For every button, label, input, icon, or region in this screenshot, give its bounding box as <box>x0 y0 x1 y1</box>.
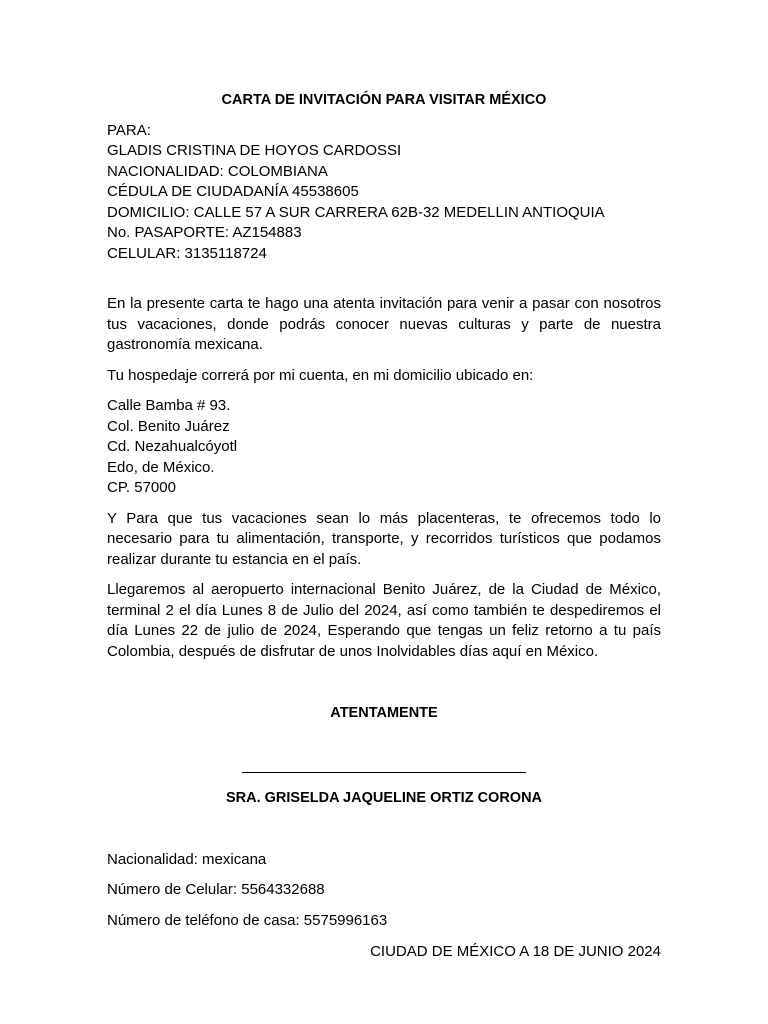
recipient-address: DOMICILIO: CALLE 57 A SUR CARRERA 62B-32 MEDELLIN ANTIOQUIA <box>107 203 605 221</box>
closing-atentamente: ATENTAMENTE <box>330 705 438 721</box>
letter-body <box>107 90 661 724</box>
recipient-id: CÉDULA DE CIUDADANÍA 45538605 <box>107 183 359 200</box>
host-address-block <box>107 396 661 499</box>
host-address-line: Edo, de México. <box>107 458 215 476</box>
letter-title: CARTA DE INVITACIÓN PARA VISITAR MÉXICO <box>221 92 547 108</box>
signer-name: SRA. GRISELDA JAQUELINE ORTIZ CORONA <box>225 790 543 806</box>
recipient-passport: No. PASAPORTE: AZ154883 <box>107 224 302 241</box>
signer-nationality: Nacionalidad: mexicana <box>107 851 267 868</box>
recipient-name: GLADIS CRISTINA DE HOYOS CARDOSSI <box>107 142 402 159</box>
place-date: CIUDAD DE MÉXICO A 18 DE JUNIO 2024 <box>370 943 661 960</box>
paragraph-lodging: Tu hospedaje correrá por mi cuenta, en mi domicilio ubicado en: <box>107 366 534 384</box>
host-address-line: Col. Benito Juárez <box>107 417 230 435</box>
recipient-phone: CELULAR: 3135118724 <box>107 244 267 262</box>
host-address-line: CP. 57000 <box>107 479 176 496</box>
recipient-para-label: PARA: <box>107 121 151 139</box>
signer-cell: Número de Celular: 5564332688 <box>107 881 325 898</box>
recipient-nationality: NACIONALIDAD: COLOMBIANA <box>107 162 328 180</box>
paragraph-expenses: Y Para que tus vacaciones sean lo más placenteras, te ofrecemos todo lo necesario para tu alimentación, transporte, y recorridos turísticos que podamos realizar durante tu estancia en el país. <box>107 509 661 568</box>
signer-home-phone: Número de teléfono de casa: 5575996163 <box>107 912 388 929</box>
host-address-line: Calle Bamba # 93. <box>107 397 231 414</box>
host-address-line: Cd. Nezahualcóyotl <box>107 438 238 455</box>
paragraph-itinerary: Llegaremos al aeropuerto internacional Benito Juárez, de la Ciudad de México, terminal 2 el día Lunes 8 de Julio del 2024, así como también te despediremos el día Lunes 22 de julio de 2024, Esperando que tengas un feliz retorno a tu país Colombia, después de disfrutar de unos Inolvidables días aquí en México. <box>107 581 661 660</box>
signature-line <box>242 772 526 773</box>
paragraph-invitation: En la presente carta te hago una atenta invitación para venir a pasar con nosotros tus vacaciones, donde podrás conocer nuevas culturas y parte de nuestra gastronomía mexicana. <box>107 295 661 353</box>
recipient-block <box>107 121 661 265</box>
